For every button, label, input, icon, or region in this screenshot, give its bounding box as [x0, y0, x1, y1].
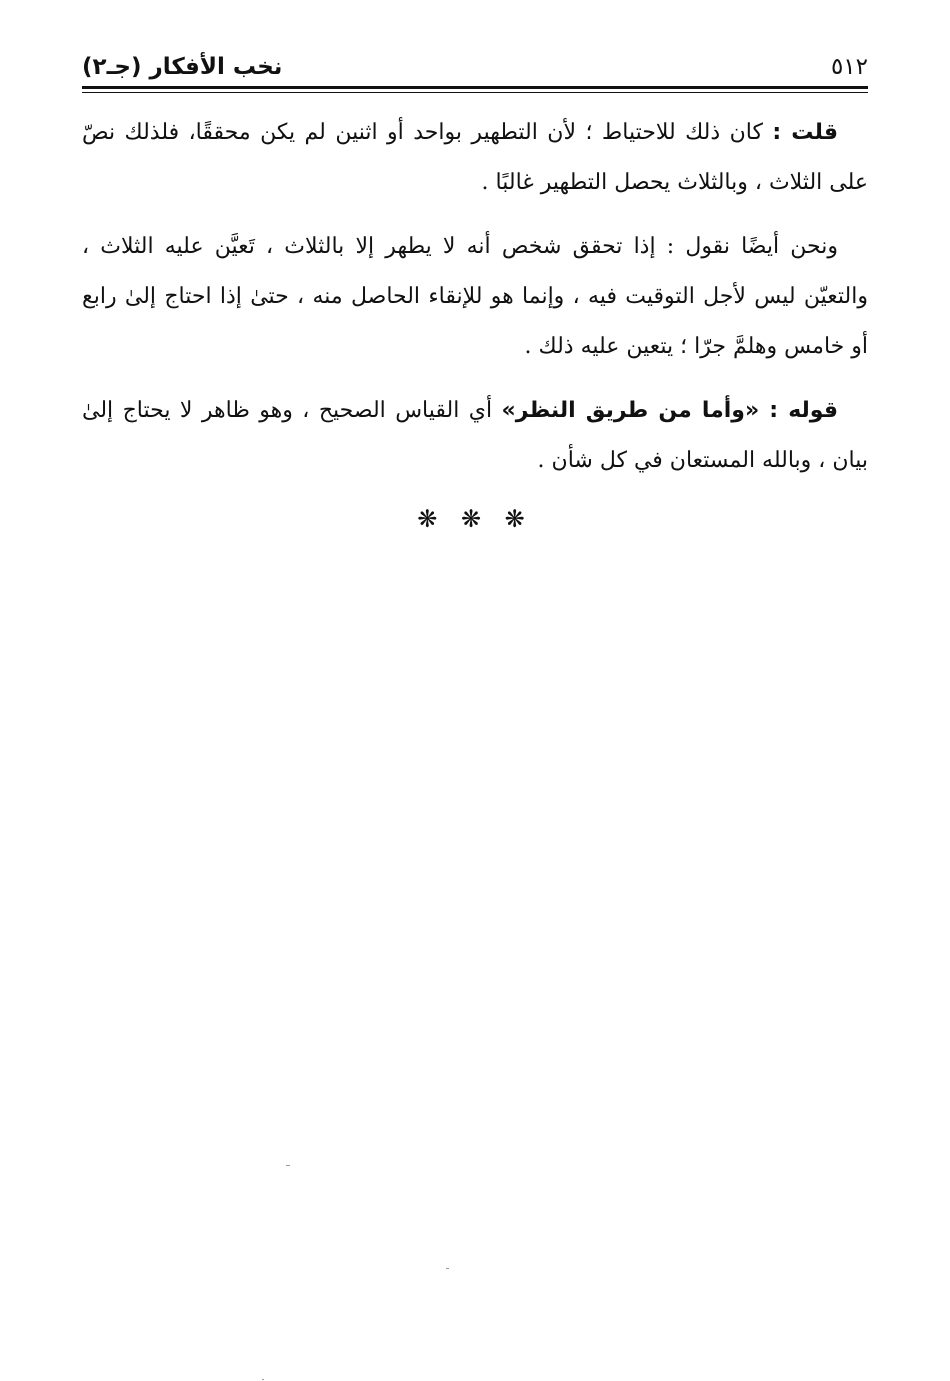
scan-speck — [446, 1268, 449, 1269]
paragraph-3-lead: قوله : «وأما من طريق النظر» — [501, 398, 838, 423]
paragraph-3-text: أي القياس الصحيح ، وهو ظاهر لا يحتاج إلىٰ بيان ، وبالله المستعان في كل شأن . — [82, 398, 868, 473]
book-title: نخب الأفكار (جـ٢) — [82, 54, 283, 80]
paragraph-2-text: ونحن أيضًا نقول : إذا تحقق شخص أنه لا يطهر إلا بالثلاث ، تَعيَّن عليه الثلاث ، والتعيّن ليس لأجل التوقيت فيه ، وإنما هو للإنقاء الحاصل منه ، حتىٰ إذا احتاج إلىٰ رابع أو خامس وهلمَّ جرّا ؛ يتعين عليه ذلك . — [82, 234, 868, 359]
page-header — [82, 44, 868, 84]
paragraph-1 — [82, 108, 868, 208]
paragraph-1-lead: قلت : — [772, 120, 838, 145]
header-rule-thick — [82, 86, 868, 89]
section-separator: ❋ ❋ ❋ — [417, 505, 533, 533]
header-rule-thin — [82, 92, 868, 93]
paragraph-1-text: كان ذلك للاحتياط ؛ لأن التطهير بواحد أو اثنين لم يكن محققًا، فلذلك نصّ على الثلاث ، وبالثلاث يحصل التطهير غالبًا . — [82, 120, 868, 195]
scan-speck — [262, 1379, 264, 1380]
page-number: ٥١٢ — [830, 54, 868, 80]
scan-speck — [286, 1165, 290, 1166]
page-body — [82, 108, 868, 500]
paragraph-3 — [82, 386, 868, 486]
paragraph-2 — [82, 222, 868, 372]
